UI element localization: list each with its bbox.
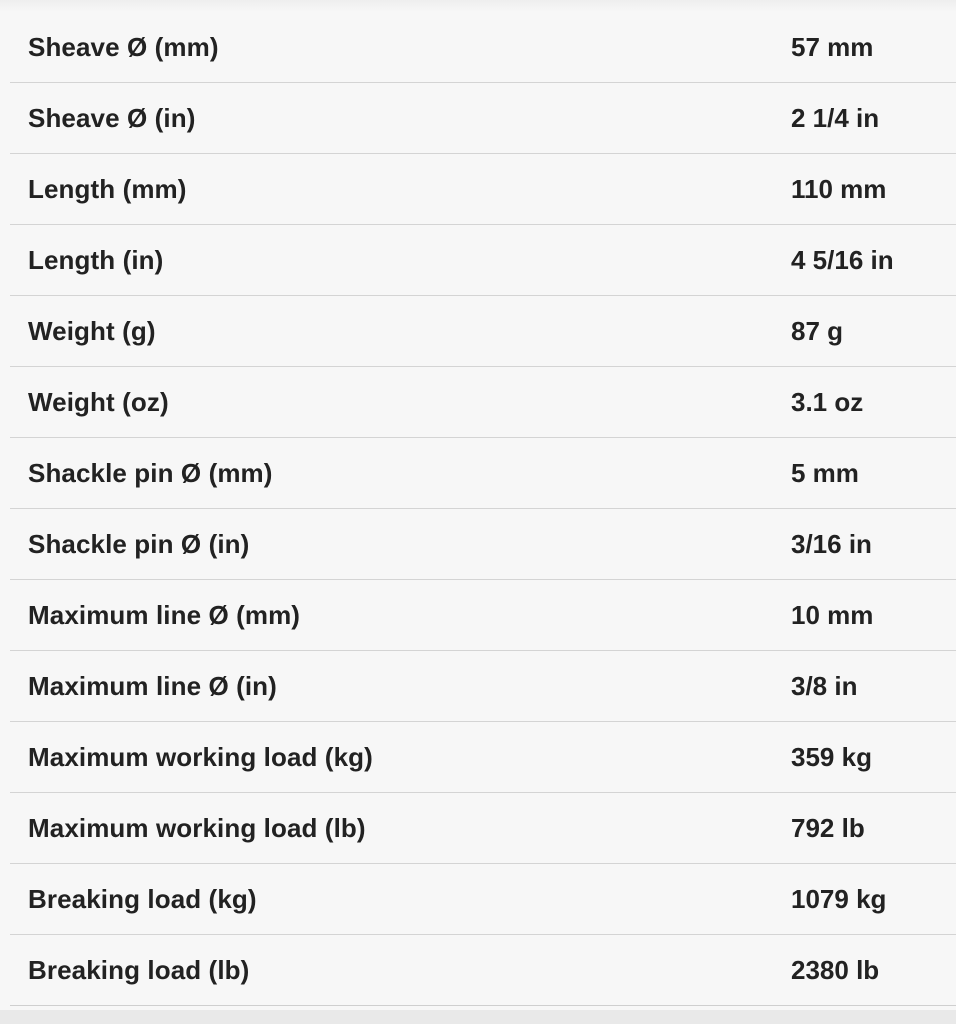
spec-row-length-mm <box>10 154 956 225</box>
spec-value: 110 mm <box>791 173 887 204</box>
spec-row-length-in <box>10 225 956 296</box>
spec-value: 2380 lb <box>791 954 880 985</box>
spec-label: Maximum line Ø (in) <box>28 670 277 701</box>
spec-value: 5 mm <box>791 457 859 488</box>
spec-value: 792 lb <box>791 812 865 843</box>
spec-value: 10 mm <box>791 599 874 630</box>
spec-label: Length (in) <box>28 244 164 275</box>
spec-row-max-working-load-kg <box>10 722 956 793</box>
spec-value: 1079 kg <box>791 883 887 914</box>
spec-label: Maximum line Ø (mm) <box>28 599 301 630</box>
spec-label: Breaking load (kg) <box>28 883 257 914</box>
spec-value: 3.1 oz <box>791 386 864 417</box>
spec-label: Maximum working load (kg) <box>28 741 373 772</box>
spec-label: Length (mm) <box>28 173 187 204</box>
spec-row-max-working-load-lb <box>10 793 956 864</box>
spec-value: 87 g <box>791 315 844 346</box>
spec-value: 57 mm <box>791 31 874 62</box>
spec-label: Weight (g) <box>28 315 156 346</box>
spec-label: Sheave Ø (mm) <box>28 31 219 62</box>
spec-value: 3/8 in <box>791 670 858 701</box>
spec-value: 4 5/16 in <box>791 244 894 275</box>
spec-table <box>10 12 956 1006</box>
spec-value: 3/16 in <box>791 528 872 559</box>
spec-row-shackle-pin-mm <box>10 438 956 509</box>
spec-row-sheave-in <box>10 83 956 154</box>
spec-label: Shackle pin Ø (in) <box>28 528 250 559</box>
spec-row-weight-g <box>10 296 956 367</box>
spec-row-max-line-mm <box>10 580 956 651</box>
spec-label: Maximum working load (lb) <box>28 812 366 843</box>
spec-label: Breaking load (lb) <box>28 954 250 985</box>
bottom-band <box>0 1010 956 1024</box>
spec-row-shackle-pin-in <box>10 509 956 580</box>
spec-label: Sheave Ø (in) <box>28 102 196 133</box>
spec-label: Weight (oz) <box>28 386 169 417</box>
spec-value: 359 kg <box>791 741 872 772</box>
spec-label: Shackle pin Ø (mm) <box>28 457 273 488</box>
spec-row-breaking-load-kg <box>10 864 956 935</box>
spec-value: 2 1/4 in <box>791 102 880 133</box>
spec-row-sheave-mm <box>10 12 956 83</box>
spec-row-weight-oz <box>10 367 956 438</box>
spec-row-max-line-in <box>10 651 956 722</box>
top-band <box>0 0 956 12</box>
spec-row-breaking-load-lb <box>10 935 956 1006</box>
